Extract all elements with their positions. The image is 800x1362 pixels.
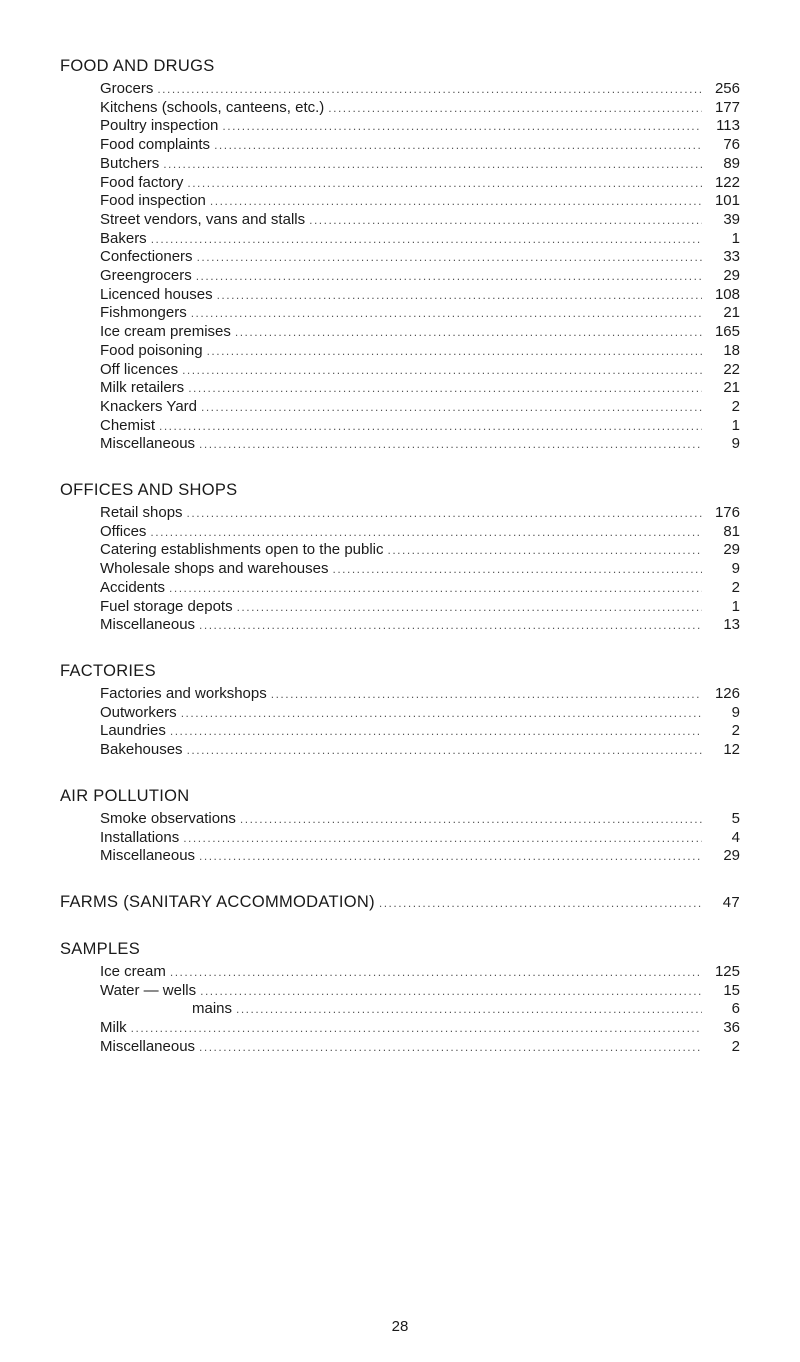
- item-count: 113: [716, 117, 740, 135]
- dot-leader: [222, 118, 702, 136]
- item-label: Confectioners: [100, 248, 193, 266]
- item-label: Bakers: [100, 229, 147, 247]
- dot-leader: [210, 193, 702, 211]
- item-label: Milk retailers: [100, 379, 185, 397]
- item-label: Food poisoning: [100, 341, 203, 359]
- section-title: FACTORIES: [60, 661, 156, 680]
- list-item: [100, 829, 740, 848]
- dot-leader: [199, 848, 702, 866]
- item-count: 21: [723, 304, 740, 322]
- dot-leader: [163, 156, 702, 174]
- dot-leader: [332, 561, 702, 579]
- section-title: FOOD AND DRUGS: [60, 57, 215, 75]
- item-count: 256: [714, 80, 740, 97]
- item-count: 122: [714, 173, 740, 191]
- item-label: Factories and workshops: [100, 684, 267, 702]
- dot-leader: [150, 524, 702, 542]
- item-label: Accidents: [100, 578, 166, 596]
- item-count: 1: [731, 597, 740, 615]
- list-item: [100, 685, 740, 704]
- item-label: Retail shops: [100, 504, 183, 522]
- item-count: 4: [731, 828, 740, 846]
- item-count: 76: [723, 136, 740, 154]
- list-item: [100, 1019, 740, 1038]
- dot-leader: [271, 686, 702, 704]
- section-factories: [60, 661, 740, 760]
- item-count: 22: [723, 360, 740, 378]
- item-label: Water — wells: [100, 981, 197, 999]
- row-list: [60, 810, 740, 866]
- item-count: 2: [731, 397, 740, 415]
- item-count: 9: [731, 560, 740, 578]
- item-label: Kitchens (schools, canteens, etc.): [100, 98, 325, 116]
- row-list: [60, 685, 740, 760]
- dot-leader: [183, 830, 702, 848]
- item-count: 81: [723, 522, 740, 540]
- item-label: Ice cream premises: [100, 323, 231, 341]
- dot-leader: [196, 268, 702, 286]
- list-item: [100, 504, 740, 523]
- section-offices-and-shops: [60, 480, 740, 635]
- item-label: Ice cream: [100, 962, 166, 980]
- item-label: Poultry inspection: [100, 117, 219, 135]
- item-count: 177: [714, 98, 740, 116]
- section-title: AIR POLLUTION: [60, 786, 190, 805]
- item-label: Fuel storage depots: [100, 597, 233, 615]
- section-title: SAMPLES: [60, 939, 141, 958]
- item-count: 15: [723, 981, 740, 999]
- list-item: [100, 342, 740, 361]
- dot-leader: [188, 380, 702, 398]
- item-label: Miscellaneous: [100, 847, 196, 865]
- list-item: [100, 579, 740, 598]
- row-list: [60, 80, 740, 454]
- list-item: [100, 323, 740, 342]
- item-label: Milk: [100, 1019, 127, 1037]
- item-count: 39: [723, 210, 740, 228]
- dot-leader: [157, 81, 702, 99]
- dot-leader: [328, 100, 702, 118]
- list-item: [100, 99, 740, 118]
- item-label: Miscellaneous: [100, 1037, 196, 1055]
- list-item: [100, 847, 740, 866]
- list-item: [100, 361, 740, 380]
- section-title: OFFICES AND SHOPS: [60, 481, 238, 500]
- dot-leader: [309, 212, 702, 230]
- item-label: Installations: [100, 828, 180, 846]
- list-item: [100, 741, 740, 760]
- dot-leader: [237, 599, 702, 617]
- list-item: [100, 616, 740, 635]
- dot-leader: [240, 811, 702, 829]
- item-label: Offices: [100, 522, 147, 540]
- item-label: Wholesale shops and warehouses: [100, 560, 329, 578]
- list-item: [100, 523, 740, 542]
- list-item: [100, 704, 740, 723]
- list-item: [100, 541, 740, 560]
- dot-leader: [207, 343, 702, 361]
- section-food-and-drugs: [60, 56, 740, 454]
- row-list: [60, 504, 740, 635]
- row-list: [60, 963, 740, 1057]
- list-item: [100, 248, 740, 267]
- item-count: 18: [723, 341, 740, 359]
- section-air-pollution: [60, 786, 740, 866]
- list-item: [100, 982, 740, 1001]
- list-item: [100, 192, 740, 211]
- list-item: [100, 80, 740, 99]
- list-item: [100, 963, 740, 982]
- item-count: 36: [723, 1019, 740, 1037]
- item-label: Outworkers: [100, 703, 177, 721]
- page-number: 28: [391, 1318, 409, 1335]
- dot-leader: [197, 249, 702, 267]
- list-item: [100, 417, 740, 436]
- list-item: [100, 304, 740, 323]
- dot-leader: [199, 617, 702, 635]
- item-label: Grocers: [100, 80, 154, 97]
- section-farms: [60, 892, 740, 913]
- item-count: 2: [731, 578, 740, 596]
- item-count: 2: [731, 722, 740, 740]
- section-title: FARMS (SANITARY ACCOMMODATION): [60, 892, 375, 911]
- list-item: [100, 1038, 740, 1057]
- item-label: Smoke observations: [100, 809, 236, 827]
- item-count: 5: [731, 809, 740, 827]
- item-label: Miscellaneous: [100, 435, 196, 453]
- dot-leader: [181, 705, 702, 723]
- dot-leader: [236, 1001, 702, 1019]
- dot-leader: [187, 505, 702, 523]
- item-label: Food inspection: [100, 192, 206, 210]
- item-count: 9: [731, 703, 740, 721]
- list-item: [100, 1000, 740, 1019]
- item-count: 125: [714, 962, 740, 980]
- item-count: 29: [723, 541, 740, 559]
- dot-leader: [187, 175, 702, 193]
- list-item: [100, 810, 740, 829]
- list-item: [100, 598, 740, 617]
- item-count: 13: [723, 616, 740, 634]
- dot-leader: [191, 305, 702, 323]
- list-item: [100, 379, 740, 398]
- item-count: 12: [723, 741, 740, 759]
- item-label: Off licences: [100, 360, 179, 378]
- item-count: 29: [723, 267, 740, 285]
- dot-leader: [199, 436, 702, 454]
- item-count: 165: [714, 323, 740, 341]
- dot-leader: [182, 362, 702, 380]
- dot-leader: [200, 983, 702, 1001]
- dot-leader: [201, 399, 702, 417]
- item-label: Laundries: [100, 722, 166, 740]
- item-label: Fishmongers: [100, 304, 187, 322]
- dot-leader: [379, 893, 702, 913]
- item-count: 21: [723, 379, 740, 397]
- item-label: Licenced houses: [100, 285, 213, 303]
- list-item: [100, 722, 740, 741]
- item-label: Food factory: [100, 173, 184, 191]
- item-label: Greengrocers: [100, 267, 192, 285]
- dot-leader: [170, 723, 702, 741]
- item-count: 29: [723, 847, 740, 865]
- item-count: 1: [731, 229, 740, 247]
- item-count: 126: [714, 684, 740, 702]
- list-item: [100, 211, 740, 230]
- item-label: Catering establishments open to the public: [100, 541, 384, 559]
- dot-leader: [235, 324, 702, 342]
- item-count: 176: [714, 504, 740, 522]
- dot-leader: [388, 542, 702, 560]
- item-label: Butchers: [100, 154, 160, 172]
- list-item: [100, 136, 740, 155]
- dot-leader: [217, 287, 702, 305]
- item-label: Food complaints: [100, 136, 211, 154]
- item-count: 108: [714, 285, 740, 303]
- item-count: 47: [722, 893, 740, 911]
- item-label: Knackers Yard: [100, 397, 197, 415]
- dot-leader: [214, 137, 702, 155]
- list-item: [100, 560, 740, 579]
- list-item: [100, 267, 740, 286]
- dot-leader: [199, 1039, 702, 1057]
- list-item: [100, 155, 740, 174]
- item-count: 33: [723, 248, 740, 266]
- item-count: 6: [731, 1000, 740, 1018]
- list-item: [100, 230, 740, 249]
- item-label: Bakehouses: [100, 741, 183, 759]
- dot-leader: [159, 418, 702, 436]
- item-label: Miscellaneous: [100, 616, 196, 634]
- item-label: mains: [192, 1000, 233, 1018]
- item-count: 9: [731, 435, 740, 453]
- item-count: 2: [731, 1037, 740, 1055]
- section-samples: [60, 939, 740, 1057]
- list-item: [100, 398, 740, 417]
- item-count: 89: [723, 154, 740, 172]
- dot-leader: [131, 1020, 702, 1038]
- dot-leader: [170, 964, 702, 982]
- item-label: Street vendors, vans and stalls: [100, 210, 306, 228]
- list-item: [100, 435, 740, 454]
- item-label: Chemist: [100, 416, 156, 434]
- dot-leader: [187, 742, 702, 760]
- list-item: [100, 174, 740, 193]
- list-item: [100, 117, 740, 136]
- dot-leader: [169, 580, 702, 598]
- item-count: 1: [731, 416, 740, 434]
- item-count: 101: [714, 192, 740, 210]
- dot-leader: [151, 231, 702, 249]
- report-page: [60, 56, 740, 1082]
- list-item: [100, 286, 740, 305]
